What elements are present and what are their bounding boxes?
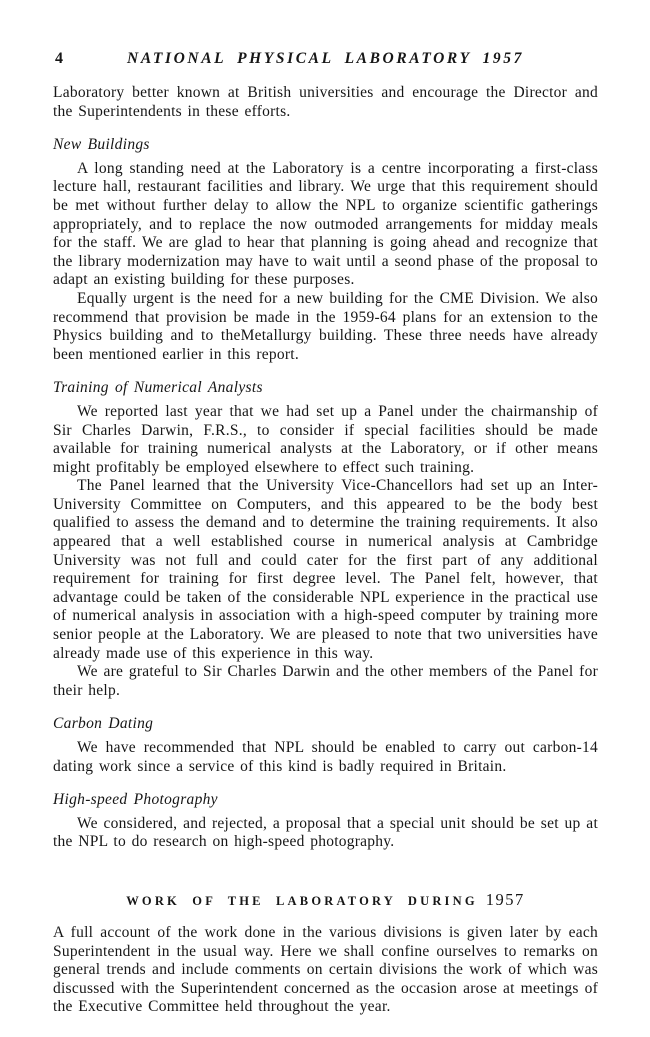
section-heading-carbon-dating: Carbon Dating xyxy=(53,715,154,733)
continuation-paragraph: Laboratory better known at British universities and encourage the Director and the Superintendents in these efforts. xyxy=(53,84,598,120)
running-header xyxy=(53,50,598,72)
page-number: 4 xyxy=(55,50,64,67)
chapter-heading xyxy=(53,890,598,910)
section-heading-high-speed-photography: High-speed Photography xyxy=(53,791,218,809)
paragraph: Equally urgent is the need for a new building for the CME Division. We also recommend that provision be made in the 1959-64 plans for an extension to the Physics building and to theMetallurgy building. These three needs have already been mentioned earlier in this report. xyxy=(53,289,598,363)
paragraph: The Panel learned that the University Vice-Chancellors had set up an Inter-University Committee on Computers, and this appeared to be the body best qualified to assess the demand and to determine the training requirements. It also appeared that a well established course in numerical analysis at Cambridge University was not full and could cater for the first part of any additional requirement for training for first degree level. The Panel felt, however, that advantage could be taken of the considerable NPL experience in the practical use of numerical analysis in association with a high-speed computer by training more senior people at the Laboratory. We are pleased to note that two universities have already made use of this experience in this way. xyxy=(53,477,598,662)
section-heading-training-of-numerical-analysts: Training of Numerical Analysts xyxy=(53,379,263,397)
paragraph: We reported last year that we had set up a Panel under the chairmanship of Sir Charles Darwin, F.R.S., to consider if special facilities should be made available for training numerical analysts at the Laboratory, or if other means might profitably be employed elsewhere to effect such training. xyxy=(53,402,598,476)
paragraph: A long standing need at the Laboratory is a centre incorporating a first-class lecture hall, restaurant facilities and library. We urge that this requirement should be met without further delay to allow the NPL to organize scientific gatherings appropriately, and to replace the now outmoded arrangements for midday meals for the staff. We are glad to hear that planning is going ahead and recognize that the library modernization may have to wait until a seond phase of the proposal to adapt an existing building for these purposes. xyxy=(53,159,598,289)
paragraph: We are grateful to Sir Charles Darwin and the other members of the Panel for their help. xyxy=(53,663,598,699)
chapter-heading-text: WORK OF THE LABORATORY DURING xyxy=(126,893,478,908)
paragraph: A full account of the work done in the various divisions is given later by each Superintendent in the usual way. Here we shall confine ourselves to remarks on general trends and include comments on certain divisions the work of which was discussed with the Superintendent concerned as the occasion arose at meetings of the Executive Committee held throughout the year. xyxy=(53,923,598,1016)
body-text xyxy=(53,84,598,1017)
chapter-heading-year: 1957 xyxy=(485,889,525,909)
paragraph: We considered, and rejected, a proposal that a special unit should be set up at the NPL to do research on high-speed photography. xyxy=(53,814,598,851)
running-head-title: NATIONAL PHYSICAL LABORATORY 1957 xyxy=(127,50,524,67)
section-heading-new-buildings: New Buildings xyxy=(53,136,150,154)
paragraph: We have recommended that NPL should be enabled to carry out carbon-14 dating work since a service of this kind is badly required in Britain. xyxy=(53,739,598,775)
